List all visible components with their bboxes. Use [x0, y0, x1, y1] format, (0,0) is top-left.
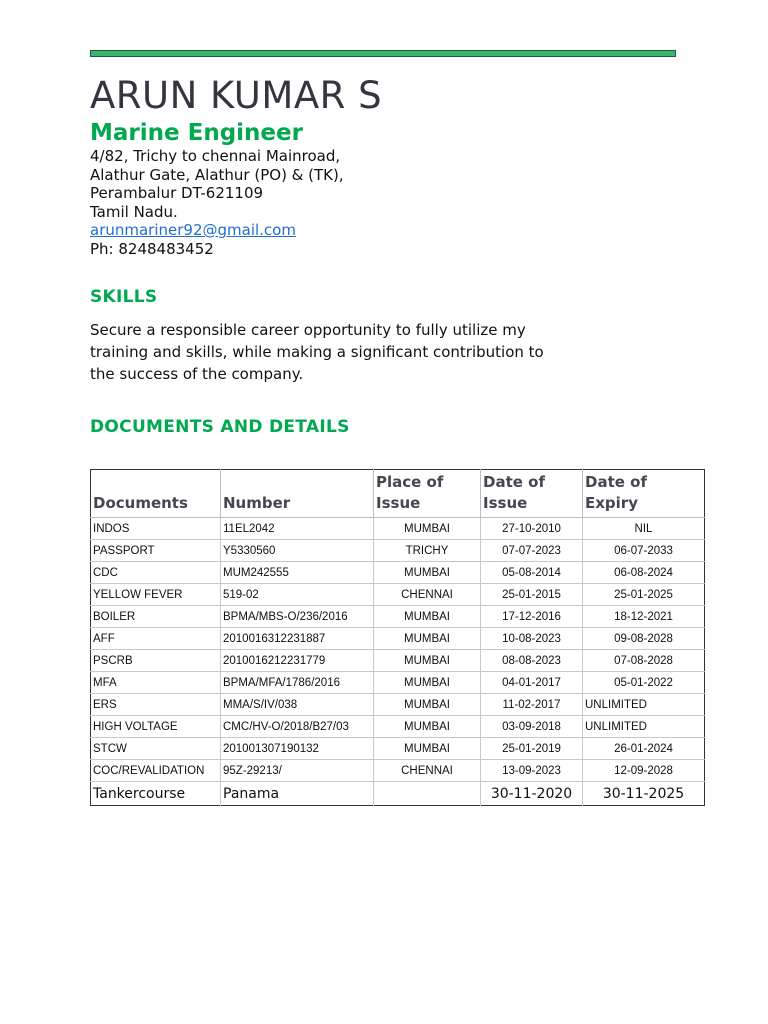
- document-number: 2010016312231887: [221, 628, 374, 650]
- document-name: ERS: [91, 694, 221, 716]
- date-of-issue: 25-01-2019: [481, 738, 583, 760]
- skills-heading: SKILLS: [90, 287, 158, 307]
- address-line: Alathur Gate, Alathur (PO) & (TK),: [90, 165, 344, 184]
- date-of-expiry: 09-08-2028: [583, 628, 705, 650]
- date-of-expiry: NIL: [583, 518, 705, 540]
- document-number: BPMA/MFA/1786/2016: [221, 672, 374, 694]
- document-name: HIGH VOLTAGE: [91, 716, 221, 738]
- top-rule: [90, 50, 676, 57]
- date-of-expiry: 05-01-2022: [583, 672, 705, 694]
- document-name: INDOS: [91, 518, 221, 540]
- document-name: YELLOW FEVER: [91, 584, 221, 606]
- address-line: 4/82, Trichy to chennai Mainroad,: [90, 147, 341, 165]
- document-number: Y5330560: [221, 540, 374, 562]
- date-of-issue: 17-12-2016: [481, 606, 583, 628]
- document-name: STCW: [91, 738, 221, 760]
- table-row: [91, 694, 705, 716]
- place-of-issue: CHENNAI: [374, 584, 481, 606]
- document-number: MUM242555: [221, 562, 374, 584]
- document-number: Panama: [221, 782, 374, 806]
- document-name: BOILER: [91, 606, 221, 628]
- place-of-issue: MUMBAI: [374, 562, 481, 584]
- table-row: [91, 738, 705, 760]
- place-of-issue: MUMBAI: [374, 716, 481, 738]
- date-of-issue: 05-08-2014: [481, 562, 583, 584]
- address-line: Tamil Nadu.: [90, 202, 178, 221]
- document-name: COC/REVALIDATION: [91, 760, 221, 782]
- date-of-issue: 30-11-2020: [481, 782, 583, 806]
- place-of-issue: MUMBAI: [374, 518, 481, 540]
- email-link[interactable]: arunmariner92@gmail.com: [90, 221, 296, 239]
- table-row: [91, 540, 705, 562]
- date-of-expiry: 06-08-2024: [583, 562, 705, 584]
- date-of-issue: 13-09-2023: [481, 760, 583, 782]
- table-row: [91, 562, 705, 584]
- candidate-name: ARUN KUMAR S: [90, 74, 383, 117]
- date-of-expiry: UNLIMITED: [583, 694, 705, 716]
- document-number: MMA/S/IV/038: [221, 694, 374, 716]
- skills-text: Secure a responsible career opportunity to fully utilize my training and skills, while making a significant contribution to the success of the company.: [90, 321, 544, 383]
- date-of-issue: 07-07-2023: [481, 540, 583, 562]
- column-header-documents: Documents: [91, 470, 221, 518]
- phone-number: Ph: 8248483452: [90, 239, 214, 258]
- document-number: BPMA/MBS-O/236/2016: [221, 606, 374, 628]
- document-name: Tankercourse: [93, 785, 186, 802]
- job-title: Marine Engineer: [90, 120, 303, 146]
- contact-block: [90, 147, 344, 258]
- table-row: [91, 606, 705, 628]
- date-of-issue: 25-01-2015: [481, 584, 583, 606]
- document-number: 519-02: [221, 584, 374, 606]
- document-number: 2010016212231779: [221, 650, 374, 672]
- table-row: [91, 782, 705, 806]
- documents-table: [90, 469, 705, 806]
- date-of-expiry: 18-12-2021: [583, 606, 705, 628]
- place-of-issue: MUMBAI: [374, 694, 481, 716]
- table-row: [91, 716, 705, 738]
- date-of-expiry: 26-01-2024: [583, 738, 705, 760]
- column-header-date-of-expiry: Date of Expiry: [583, 470, 705, 518]
- document-number: 11EL2042: [221, 518, 374, 540]
- date-of-expiry: 07-08-2028: [583, 650, 705, 672]
- date-of-expiry: 12-09-2028: [583, 760, 705, 782]
- document-name: PASSPORT: [91, 540, 221, 562]
- place-of-issue: MUMBAI: [374, 672, 481, 694]
- place-of-issue: CHENNAI: [374, 760, 481, 782]
- document-name: PSCRB: [91, 650, 221, 672]
- date-of-expiry: 30-11-2025: [583, 782, 705, 806]
- place-of-issue: MUMBAI: [374, 738, 481, 760]
- table-row: [91, 760, 705, 782]
- document-name: CDC: [91, 562, 221, 584]
- date-of-issue: 03-09-2018: [481, 716, 583, 738]
- table-row: [91, 584, 705, 606]
- place-of-issue: [374, 782, 481, 806]
- documents-heading: DOCUMENTS AND DETAILS: [90, 417, 350, 437]
- date-of-issue: 08-08-2023: [481, 650, 583, 672]
- date-of-expiry: UNLIMITED: [583, 716, 705, 738]
- column-header-place-of-issue: Place of Issue: [374, 470, 481, 518]
- table-row: [91, 628, 705, 650]
- document-number: 95Z-29213/: [221, 760, 374, 782]
- column-header-number: Number: [221, 470, 374, 518]
- place-of-issue: MUMBAI: [374, 650, 481, 672]
- date-of-issue: 11-02-2017: [481, 694, 583, 716]
- place-of-issue: MUMBAI: [374, 628, 481, 650]
- document-name: MFA: [91, 672, 221, 694]
- table-row: [91, 672, 705, 694]
- table-row: [91, 518, 705, 540]
- table-header-row: [91, 470, 705, 518]
- date-of-issue: 10-08-2023: [481, 628, 583, 650]
- date-of-expiry: 06-07-2033: [583, 540, 705, 562]
- address-line: Perambalur DT-621109: [90, 184, 264, 202]
- column-header-date-of-issue: Date of Issue: [481, 470, 583, 518]
- date-of-issue: 27-10-2010: [481, 518, 583, 540]
- table-row: [91, 650, 705, 672]
- date-of-issue: 04-01-2017: [481, 672, 583, 694]
- document-name: AFF: [91, 628, 221, 650]
- documents-table-body: [91, 518, 705, 806]
- document-number: 201001307190132: [221, 738, 374, 760]
- date-of-expiry: 25-01-2025: [583, 584, 705, 606]
- place-of-issue: TRICHY: [374, 540, 481, 562]
- document-number: CMC/HV-O/2018/B27/03: [221, 716, 374, 738]
- place-of-issue: MUMBAI: [374, 606, 481, 628]
